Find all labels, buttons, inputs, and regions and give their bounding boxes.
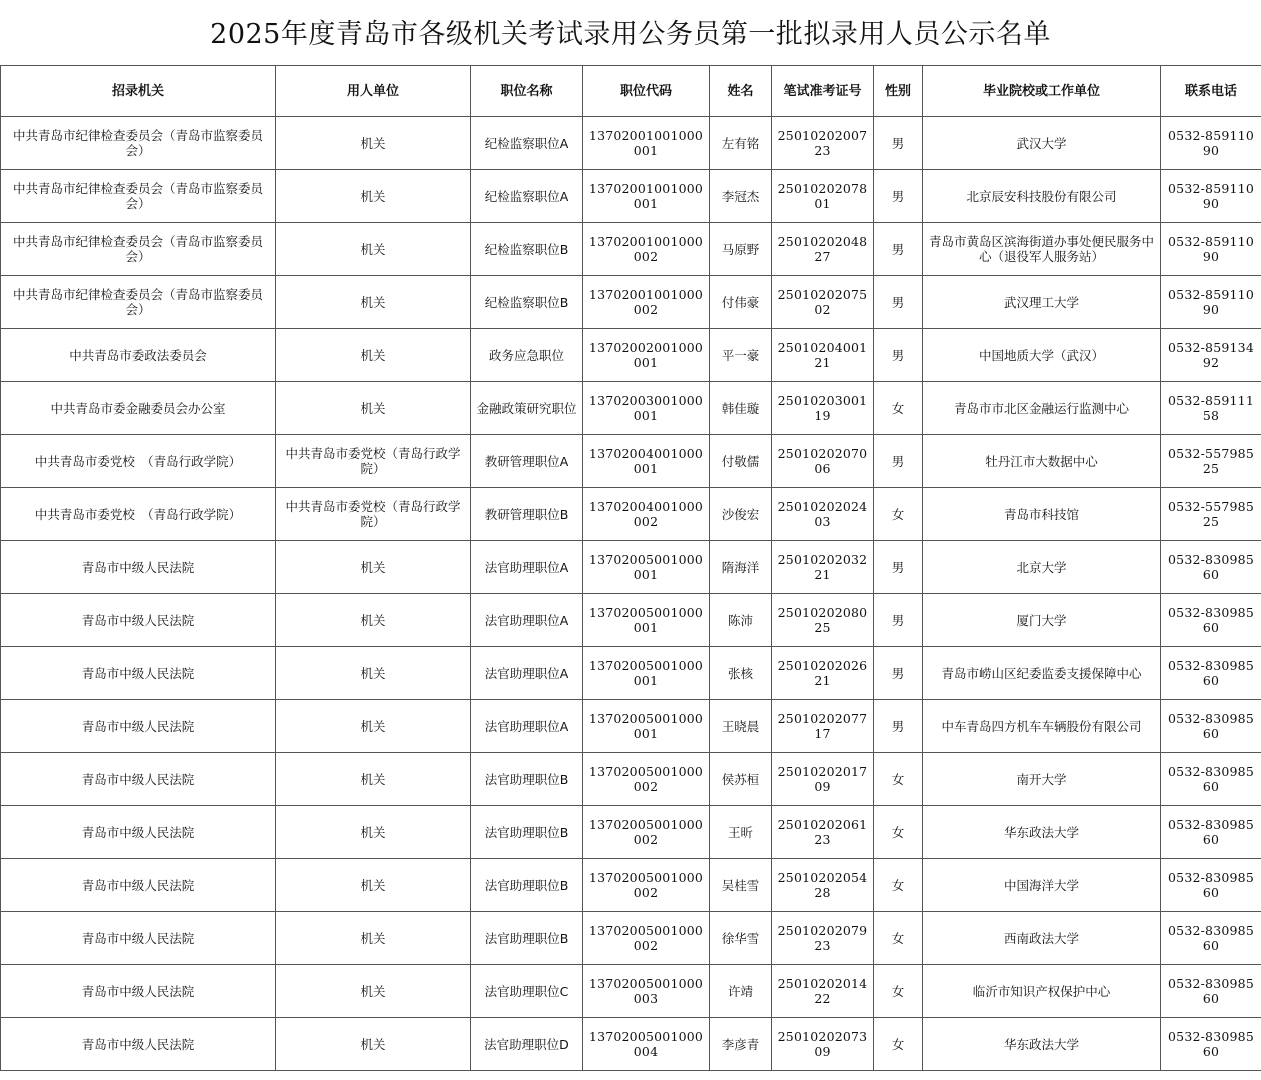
cell-position-name: 金融政策研究职位 (471, 382, 583, 435)
cell-recruiting-agency: 青岛市中级人民法院 (1, 806, 276, 859)
cell-candidate-name: 吴桂雪 (710, 859, 772, 912)
cell-recruiting-agency: 中共青岛市纪律检查委员会（青岛市监察委员会） (1, 170, 276, 223)
cell-employer: 机关 (276, 541, 471, 594)
cell-position-name: 法官助理职位A (471, 700, 583, 753)
cell-position-code: 13702005001000002 (583, 753, 710, 806)
cell-position-code: 13702005001000003 (583, 965, 710, 1018)
cell-phone: 0532-83098560 (1161, 1018, 1261, 1071)
cell-phone: 0532-85913492 (1161, 329, 1261, 382)
cell-exam-ticket: 2501020207502 (772, 276, 874, 329)
cell-school-or-workplace: 中国地质大学（武汉） (923, 329, 1161, 382)
cell-position-name: 教研管理职位B (471, 488, 583, 541)
cell-phone: 0532-83098560 (1161, 541, 1261, 594)
table-row (1, 170, 1261, 223)
cell-exam-ticket: 2501020201709 (772, 753, 874, 806)
cell-employer: 机关 (276, 647, 471, 700)
table-row (1, 329, 1261, 382)
cell-gender: 女 (874, 382, 923, 435)
cell-position-code: 13702005001000001 (583, 541, 710, 594)
cell-position-name: 法官助理职位D (471, 1018, 583, 1071)
cell-candidate-name: 沙俊宏 (710, 488, 772, 541)
column-header-gender: 性别 (874, 66, 923, 117)
cell-gender: 男 (874, 647, 923, 700)
cell-employer: 机关 (276, 1018, 471, 1071)
cell-phone: 0532-85911158 (1161, 382, 1261, 435)
cell-position-name: 政务应急职位 (471, 329, 583, 382)
cell-candidate-name: 侯苏桓 (710, 753, 772, 806)
cell-school-or-workplace: 华东政法大学 (923, 806, 1161, 859)
cell-position-code: 13702001001000002 (583, 223, 710, 276)
cell-candidate-name: 李彦青 (710, 1018, 772, 1071)
cell-exam-ticket: 2501020202403 (772, 488, 874, 541)
cell-phone: 0532-83098560 (1161, 594, 1261, 647)
cell-phone: 0532-85911090 (1161, 117, 1261, 170)
cell-recruiting-agency: 中共青岛市纪律检查委员会（青岛市监察委员会） (1, 276, 276, 329)
table-row (1, 912, 1261, 965)
cell-gender: 男 (874, 594, 923, 647)
cell-candidate-name: 付伟豪 (710, 276, 772, 329)
table-header-row (1, 66, 1261, 117)
table-row (1, 700, 1261, 753)
cell-gender: 男 (874, 223, 923, 276)
cell-candidate-name: 许靖 (710, 965, 772, 1018)
cell-phone: 0532-83098560 (1161, 859, 1261, 912)
cell-position-code: 13702004001000001 (583, 435, 710, 488)
column-header-phone: 联系电话 (1161, 66, 1261, 117)
cell-gender: 男 (874, 541, 923, 594)
cell-gender: 女 (874, 1018, 923, 1071)
cell-candidate-name: 付敬儒 (710, 435, 772, 488)
cell-candidate-name: 王晓晨 (710, 700, 772, 753)
cell-phone: 0532-83098560 (1161, 753, 1261, 806)
cell-recruiting-agency: 青岛市中级人民法院 (1, 753, 276, 806)
cell-school-or-workplace: 临沂市知识产权保护中心 (923, 965, 1161, 1018)
cell-school-or-workplace: 北京辰安科技股份有限公司 (923, 170, 1161, 223)
cell-recruiting-agency: 中共青岛市委政法委员会 (1, 329, 276, 382)
cell-gender: 男 (874, 276, 923, 329)
page-title: 2025年度青岛市各级机关考试录用公务员第一批拟录用人员公示名单 (210, 19, 1051, 50)
cell-position-code: 13702005001000001 (583, 647, 710, 700)
cell-position-name: 法官助理职位B (471, 912, 583, 965)
cell-employer: 机关 (276, 965, 471, 1018)
cell-gender: 男 (874, 329, 923, 382)
cell-exam-ticket: 2501020207006 (772, 435, 874, 488)
column-header-name: 姓名 (710, 66, 772, 117)
cell-school-or-workplace: 西南政法大学 (923, 912, 1161, 965)
cell-candidate-name: 李冠杰 (710, 170, 772, 223)
cell-position-code: 13702002001000001 (583, 329, 710, 382)
table-row (1, 1018, 1261, 1071)
table-row (1, 223, 1261, 276)
cell-position-code: 13702004001000002 (583, 488, 710, 541)
table-row (1, 276, 1261, 329)
cell-position-name: 法官助理职位B (471, 859, 583, 912)
cell-candidate-name: 张核 (710, 647, 772, 700)
cell-position-code: 13702005001000001 (583, 594, 710, 647)
cell-recruiting-agency: 中共青岛市纪律检查委员会（青岛市监察委员会） (1, 117, 276, 170)
table-row (1, 541, 1261, 594)
cell-position-name: 教研管理职位A (471, 435, 583, 488)
cell-school-or-workplace: 北京大学 (923, 541, 1161, 594)
cell-employer: 机关 (276, 859, 471, 912)
cell-position-name: 纪检监察职位B (471, 223, 583, 276)
cell-employer: 机关 (276, 223, 471, 276)
cell-employer: 机关 (276, 753, 471, 806)
cell-phone: 0532-55798525 (1161, 488, 1261, 541)
cell-employer: 机关 (276, 329, 471, 382)
cell-recruiting-agency: 青岛市中级人民法院 (1, 859, 276, 912)
cell-exam-ticket: 2501020205428 (772, 859, 874, 912)
cell-gender: 女 (874, 859, 923, 912)
cell-candidate-name: 平一豪 (710, 329, 772, 382)
table-row (1, 382, 1261, 435)
cell-school-or-workplace: 南开大学 (923, 753, 1161, 806)
cell-candidate-name: 左有铭 (710, 117, 772, 170)
cell-employer: 机关 (276, 382, 471, 435)
cell-candidate-name: 徐华雪 (710, 912, 772, 965)
cell-school-or-workplace: 青岛市市北区金融运行监测中心 (923, 382, 1161, 435)
cell-employer: 中共青岛市委党校（青岛行政学院） (276, 435, 471, 488)
cell-phone: 0532-83098560 (1161, 965, 1261, 1018)
column-header-exam-ticket: 笔试准考证号 (772, 66, 874, 117)
cell-position-code: 13702001001000001 (583, 170, 710, 223)
table-row (1, 965, 1261, 1018)
cell-school-or-workplace: 华东政法大学 (923, 1018, 1161, 1071)
cell-gender: 女 (874, 488, 923, 541)
column-header-position-code: 职位代码 (583, 66, 710, 117)
cell-phone: 0532-85911090 (1161, 170, 1261, 223)
cell-position-name: 法官助理职位B (471, 806, 583, 859)
cell-employer: 机关 (276, 276, 471, 329)
cell-position-code: 13702005001000004 (583, 1018, 710, 1071)
cell-exam-ticket: 2501020201422 (772, 965, 874, 1018)
cell-phone: 0532-83098560 (1161, 647, 1261, 700)
cell-candidate-name: 王昕 (710, 806, 772, 859)
cell-phone: 0532-85911090 (1161, 276, 1261, 329)
cell-recruiting-agency: 中共青岛市委党校 （青岛行政学院） (1, 435, 276, 488)
cell-recruiting-agency: 青岛市中级人民法院 (1, 647, 276, 700)
cell-gender: 女 (874, 965, 923, 1018)
cell-position-code: 13702005001000002 (583, 859, 710, 912)
table-row (1, 806, 1261, 859)
cell-employer: 机关 (276, 700, 471, 753)
cell-exam-ticket: 2501020202621 (772, 647, 874, 700)
column-header-position-name: 职位名称 (471, 66, 583, 117)
cell-exam-ticket: 2501020200723 (772, 117, 874, 170)
cell-exam-ticket: 2501020206123 (772, 806, 874, 859)
cell-school-or-workplace: 厦门大学 (923, 594, 1161, 647)
table-row (1, 435, 1261, 488)
cell-position-name: 法官助理职位A (471, 594, 583, 647)
cell-position-name: 纪检监察职位A (471, 117, 583, 170)
cell-gender: 男 (874, 170, 923, 223)
cell-school-or-workplace: 武汉理工大学 (923, 276, 1161, 329)
cell-position-name: 纪检监察职位B (471, 276, 583, 329)
cell-school-or-workplace: 青岛市科技馆 (923, 488, 1161, 541)
cell-exam-ticket: 2501020207801 (772, 170, 874, 223)
cell-phone: 0532-55798525 (1161, 435, 1261, 488)
cell-candidate-name: 隋海洋 (710, 541, 772, 594)
cell-exam-ticket: 2501020300119 (772, 382, 874, 435)
cell-employer: 机关 (276, 912, 471, 965)
table-row (1, 753, 1261, 806)
cell-exam-ticket: 2501020208025 (772, 594, 874, 647)
cell-recruiting-agency: 青岛市中级人民法院 (1, 912, 276, 965)
cell-exam-ticket: 2501020400121 (772, 329, 874, 382)
cell-phone: 0532-83098560 (1161, 806, 1261, 859)
cell-position-code: 13702001001000001 (583, 117, 710, 170)
cell-gender: 男 (874, 700, 923, 753)
cell-gender: 男 (874, 117, 923, 170)
cell-phone: 0532-85911090 (1161, 223, 1261, 276)
cell-exam-ticket: 2501020207923 (772, 912, 874, 965)
cell-school-or-workplace: 青岛市崂山区纪委监委支援保障中心 (923, 647, 1161, 700)
cell-position-name: 法官助理职位A (471, 647, 583, 700)
cell-school-or-workplace: 武汉大学 (923, 117, 1161, 170)
cell-exam-ticket: 2501020207309 (772, 1018, 874, 1071)
table-row (1, 859, 1261, 912)
cell-position-code: 13702005001000002 (583, 912, 710, 965)
cell-gender: 女 (874, 806, 923, 859)
cell-exam-ticket: 2501020207717 (772, 700, 874, 753)
cell-school-or-workplace: 牡丹江市大数据中心 (923, 435, 1161, 488)
cell-recruiting-agency: 中共青岛市委金融委员会办公室 (1, 382, 276, 435)
cell-employer: 机关 (276, 594, 471, 647)
cell-recruiting-agency: 青岛市中级人民法院 (1, 965, 276, 1018)
cell-position-code: 13702003001000001 (583, 382, 710, 435)
cell-exam-ticket: 2501020203221 (772, 541, 874, 594)
cell-position-name: 法官助理职位A (471, 541, 583, 594)
column-header-recruiting-agency: 招录机关 (1, 66, 276, 117)
table-row (1, 594, 1261, 647)
cell-position-name: 法官助理职位C (471, 965, 583, 1018)
cell-position-name: 纪检监察职位A (471, 170, 583, 223)
table-row (1, 117, 1261, 170)
cell-recruiting-agency: 青岛市中级人民法院 (1, 541, 276, 594)
cell-school-or-workplace: 中国海洋大学 (923, 859, 1161, 912)
cell-position-name: 法官助理职位B (471, 753, 583, 806)
column-header-employer: 用人单位 (276, 66, 471, 117)
cell-recruiting-agency: 中共青岛市委党校 （青岛行政学院） (1, 488, 276, 541)
cell-recruiting-agency: 中共青岛市纪律检查委员会（青岛市监察委员会） (1, 223, 276, 276)
cell-recruiting-agency: 青岛市中级人民法院 (1, 700, 276, 753)
cell-recruiting-agency: 青岛市中级人民法院 (1, 594, 276, 647)
cell-gender: 男 (874, 435, 923, 488)
cell-gender: 女 (874, 753, 923, 806)
cell-employer: 机关 (276, 117, 471, 170)
cell-employer: 机关 (276, 170, 471, 223)
cell-position-code: 13702005001000001 (583, 700, 710, 753)
cell-candidate-name: 韩佳璇 (710, 382, 772, 435)
table-row (1, 647, 1261, 700)
cell-school-or-workplace: 中车青岛四方机车车辆股份有限公司 (923, 700, 1161, 753)
cell-recruiting-agency: 青岛市中级人民法院 (1, 1018, 276, 1071)
candidate-table (0, 65, 1261, 1071)
cell-school-or-workplace: 青岛市黄岛区滨海街道办事处便民服务中心（退役军人服务站） (923, 223, 1161, 276)
cell-position-code: 13702005001000002 (583, 806, 710, 859)
cell-employer: 机关 (276, 806, 471, 859)
column-header-school-or-workplace: 毕业院校或工作单位 (923, 66, 1161, 117)
cell-candidate-name: 陈沛 (710, 594, 772, 647)
table-row (1, 488, 1261, 541)
cell-exam-ticket: 2501020204827 (772, 223, 874, 276)
cell-position-code: 13702001001000002 (583, 276, 710, 329)
cell-phone: 0532-83098560 (1161, 700, 1261, 753)
cell-gender: 女 (874, 912, 923, 965)
cell-phone: 0532-83098560 (1161, 912, 1261, 965)
cell-employer: 中共青岛市委党校（青岛行政学院） (276, 488, 471, 541)
cell-candidate-name: 马原野 (710, 223, 772, 276)
